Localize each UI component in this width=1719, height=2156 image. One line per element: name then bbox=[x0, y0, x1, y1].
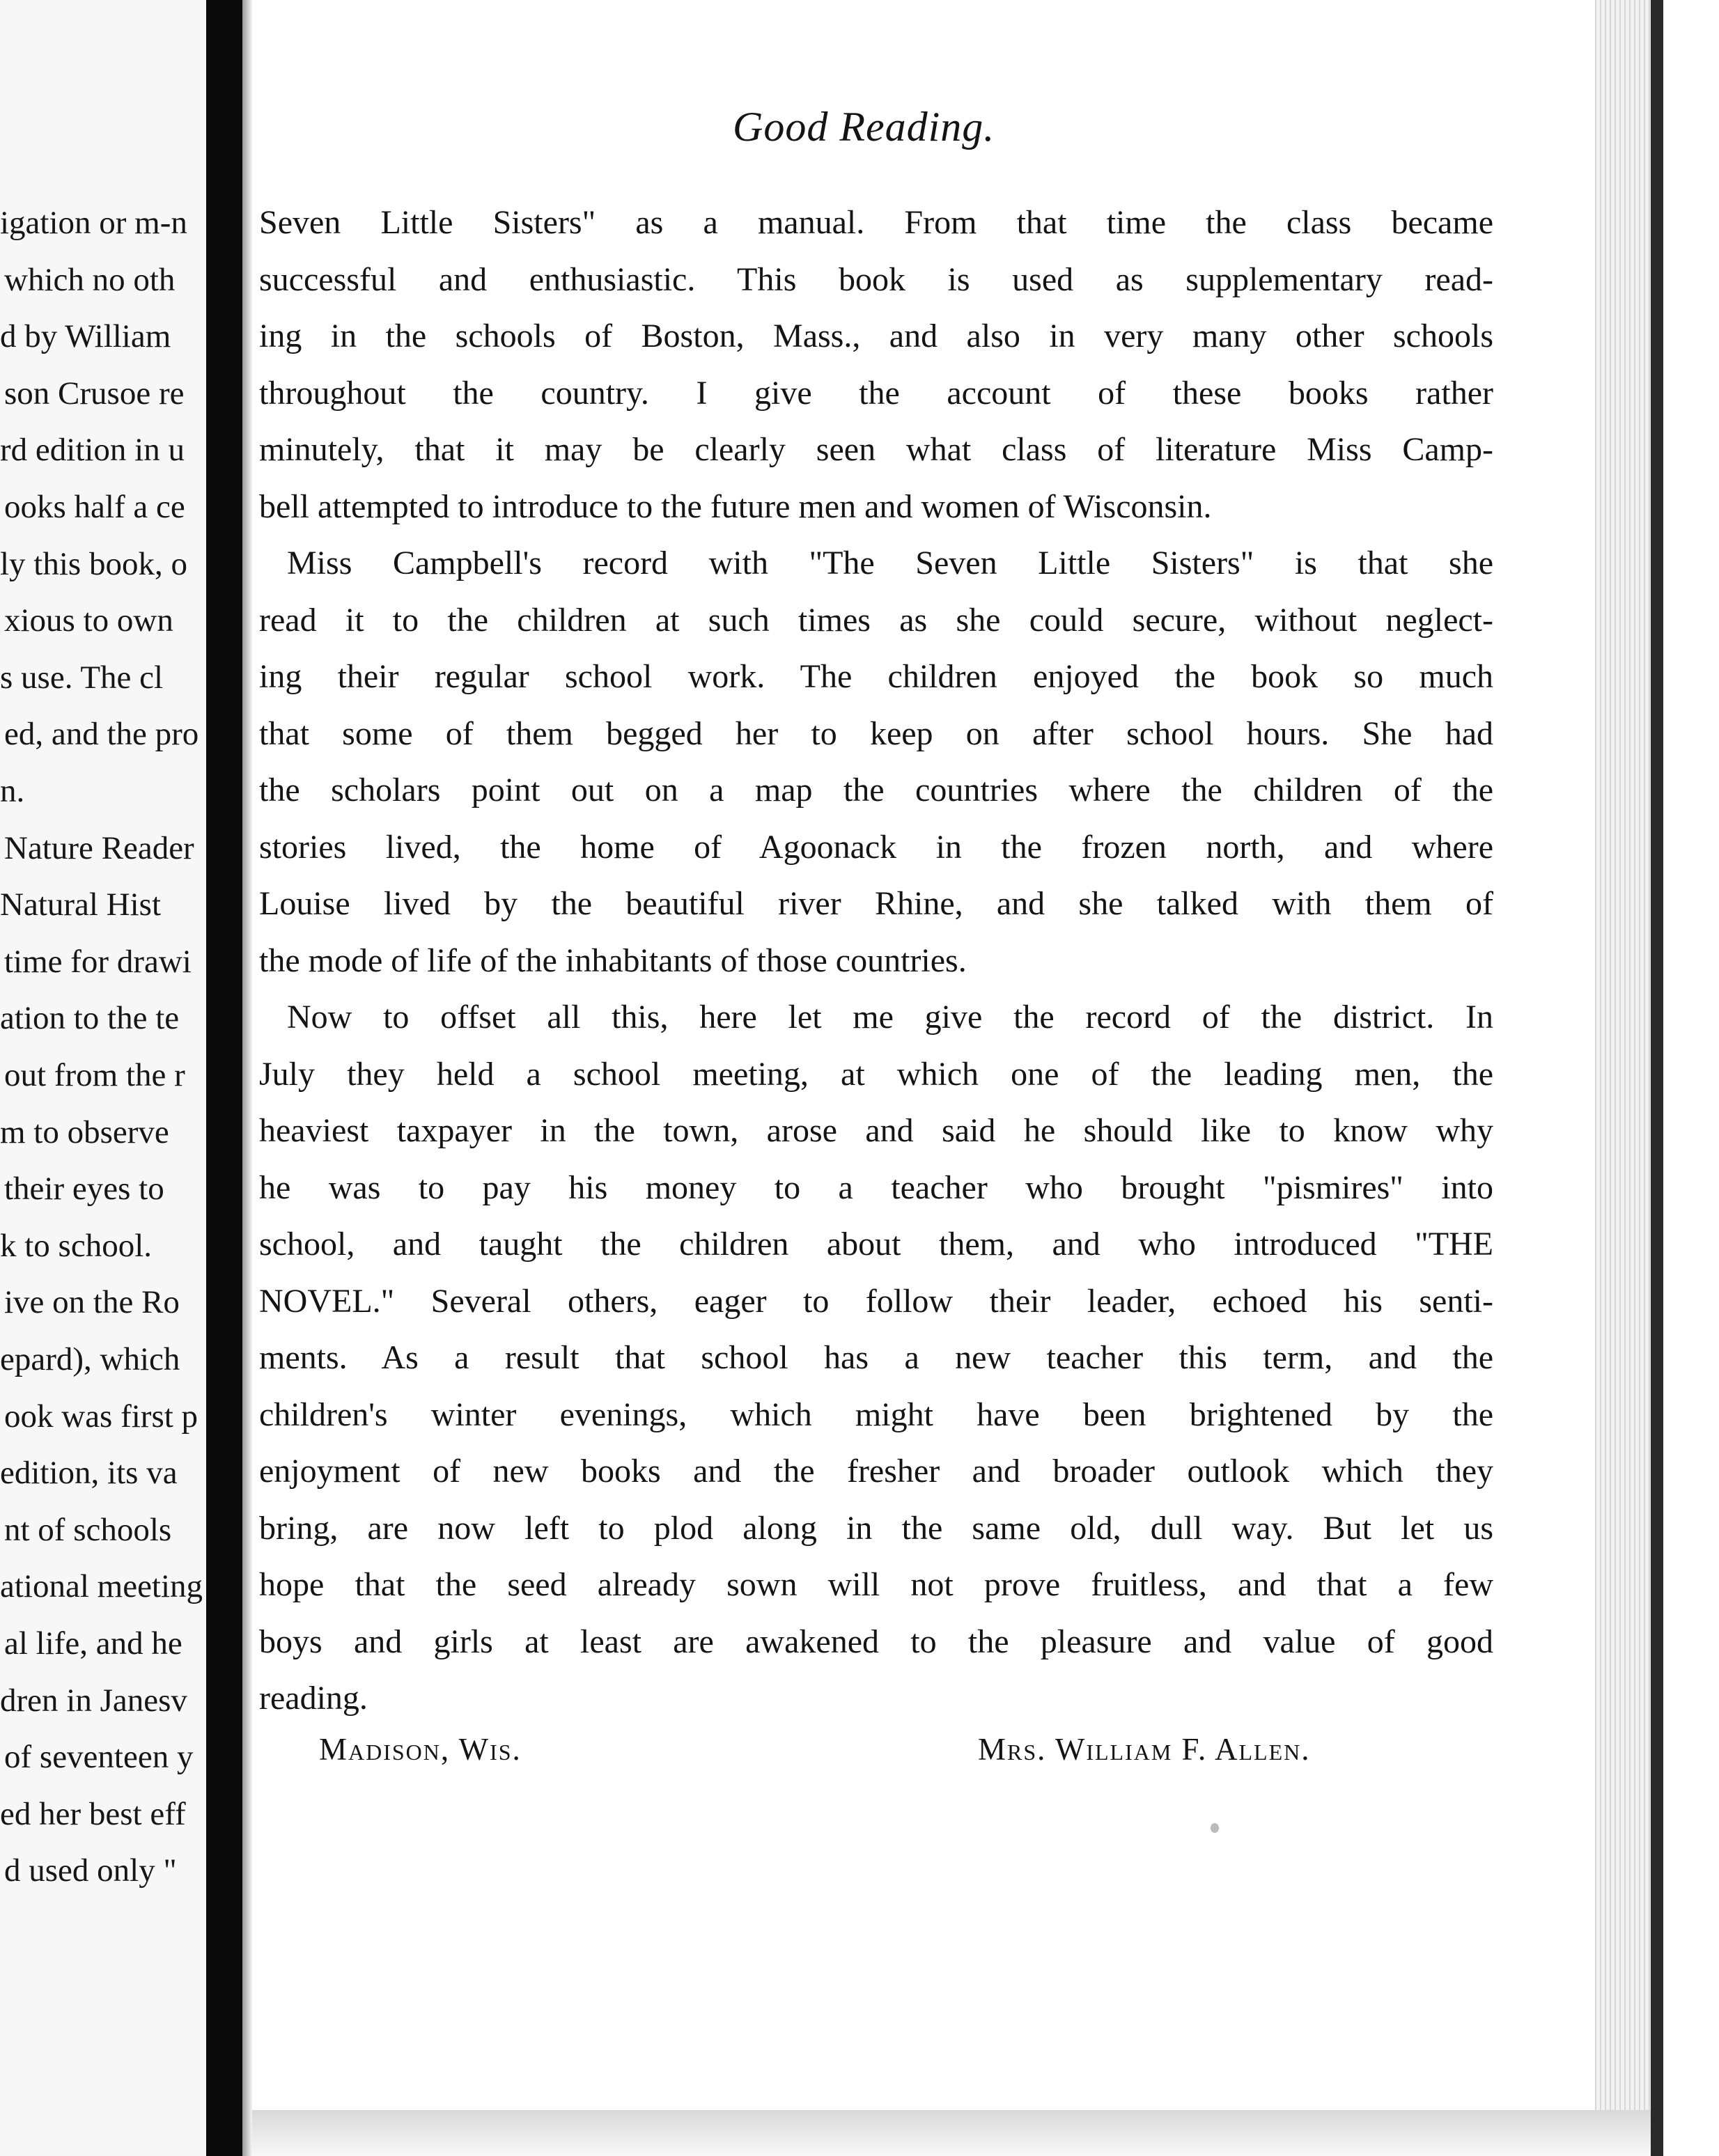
body-line: heaviest taxpayer in the town, arose and said he should like to know why bbox=[259, 1112, 1493, 1149]
left-page-line: Nature Reader bbox=[4, 829, 194, 866]
body-line: enjoyment of new books and the fresher and broader outlook which they bbox=[259, 1453, 1493, 1490]
left-page-line: nt of schools bbox=[4, 1511, 172, 1548]
body-line: read it to the children at such times as she could secure, without neglect- bbox=[259, 601, 1493, 639]
body-line: ments. As a result that school has a new teacher this term, and the bbox=[259, 1339, 1493, 1376]
body-line: ing in the schools of Boston, Mass., and also in very many other schools bbox=[259, 318, 1493, 354]
left-page-line: ation to the te bbox=[0, 1000, 180, 1037]
signature-place: Madison, Wis. bbox=[319, 1732, 522, 1767]
left-page-line: d used only " bbox=[4, 1852, 177, 1889]
signature-name: Mrs. William F. Allen. bbox=[978, 1732, 1311, 1767]
left-page-line: Natural Hist bbox=[0, 886, 162, 923]
body-line: the mode of life of the inhabitants of those countries. bbox=[259, 942, 967, 979]
body-line: children's winter evenings, which might have been brightened by the bbox=[259, 1396, 1493, 1433]
left-page-line: ooks half a ce bbox=[4, 489, 185, 525]
page-edge-dark bbox=[1651, 0, 1663, 2156]
left-page-line: edition, its va bbox=[0, 1455, 178, 1492]
left-page-line: ly this book, o bbox=[0, 545, 187, 582]
page-edge-stack bbox=[1595, 0, 1651, 2117]
body-line: Louise lived by the beautiful river Rhine, and she talked with them of bbox=[259, 885, 1493, 922]
left-page-line: ook was first p bbox=[4, 1398, 199, 1435]
left-page-line: ational meeting bbox=[0, 1568, 203, 1605]
left-page-fragment bbox=[0, 0, 209, 2156]
body-line: stories lived, the home of Agoonack in the frozen north, and where bbox=[259, 828, 1493, 866]
body-line: Miss Campbell's record with "The Seven Little Sisters" is that she bbox=[287, 545, 1493, 581]
gutter-shadow bbox=[242, 0, 252, 2156]
left-page-line: which no oth bbox=[4, 261, 176, 298]
body-line: that some of them begged her to keep on after school hours. She had bbox=[259, 714, 1493, 752]
body-line: Now to offset all this, here let me give the record of the district. In bbox=[287, 999, 1493, 1036]
left-page-line: son Crusoe re bbox=[4, 375, 185, 412]
left-page-line: out from the r bbox=[4, 1057, 185, 1093]
left-page-line: rd edition in u bbox=[0, 432, 185, 469]
left-page-line: xious to own bbox=[4, 602, 173, 639]
left-page-line: of seventeen y bbox=[4, 1739, 194, 1776]
body-line: NOVEL." Several others, eager to follow their leader, echoed his senti- bbox=[259, 1282, 1493, 1320]
ink-speck bbox=[1211, 1823, 1219, 1833]
left-page-line: n. bbox=[0, 773, 25, 809]
left-page-line: d by William bbox=[0, 318, 171, 355]
body-line: Seven Little Sisters" as a manual. From that time the class became bbox=[259, 204, 1493, 241]
body-line: bring, are now left to plod along in the same old, dull way. But let us bbox=[259, 1509, 1493, 1547]
body-line: he was to pay his money to a teacher who brought "pismires" into bbox=[259, 1169, 1493, 1206]
body-line: hope that the seed already sown will not prove fruitless, and that a few bbox=[259, 1566, 1493, 1603]
body-line: the scholars point out on a map the countries where the children of the bbox=[259, 772, 1493, 808]
left-page-line: igation or m-n bbox=[0, 205, 187, 241]
book-gutter bbox=[206, 0, 242, 2156]
left-page-line: k to school. bbox=[0, 1227, 153, 1264]
body-line: July they held a school meeting, at which one of the leading men, the bbox=[259, 1055, 1493, 1093]
body-line: throughout the country. I give the account of these books rather bbox=[259, 374, 1493, 412]
body-line: minutely, that it may be clearly seen what class of literature Miss Camp- bbox=[259, 431, 1493, 468]
left-page-line: dren in Janesv bbox=[0, 1682, 187, 1719]
left-page-line: ive on the Ro bbox=[4, 1284, 180, 1321]
body-line: school, and taught the children about them, and who introduced "THE bbox=[259, 1226, 1493, 1263]
left-page-line: ed, and the pro bbox=[4, 716, 199, 753]
body-line: reading. bbox=[259, 1680, 368, 1717]
left-page-line: ed her best eff bbox=[0, 1795, 186, 1832]
body-line: successful and enthusiastic. This book is used as supplementary read- bbox=[259, 260, 1493, 298]
page-bottom-shadow bbox=[252, 2110, 1651, 2156]
body-line: boys and girls at least are awakened to the pleasure and value of good bbox=[259, 1623, 1493, 1660]
left-page-line: time for drawi bbox=[4, 943, 192, 980]
left-page-line: their eyes to bbox=[4, 1171, 164, 1208]
left-page-line: s use. The cl bbox=[0, 659, 164, 696]
body-line: ing their regular school work. The children enjoyed the book so much bbox=[259, 658, 1493, 695]
left-page-line: epard), which bbox=[0, 1341, 180, 1377]
body-line: bell attempted to introduce to the future men and women of Wisconsin. bbox=[259, 487, 1212, 525]
left-page-line: al life, and he bbox=[4, 1625, 182, 1662]
running-head: Good Reading. bbox=[733, 104, 995, 150]
left-page-line: m to observe bbox=[0, 1114, 169, 1150]
